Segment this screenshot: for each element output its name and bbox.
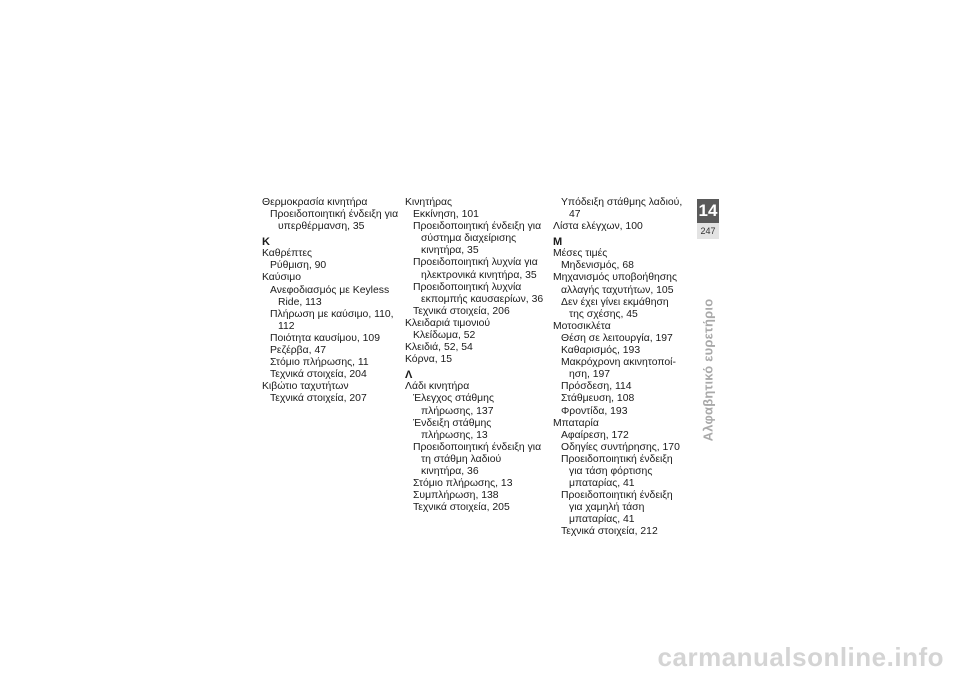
index-subentry: Προειδοποιητική ένδειξη για χαμηλή τάση μπαταρίας, 41 — [561, 490, 673, 526]
index-entry: Λάδι κινητήρα — [405, 381, 470, 393]
index-subentry: Κλείδωμα, 52 — [413, 330, 476, 342]
index-subentry: Στόμιο πλήρωσης, 11 — [270, 357, 369, 369]
index-subentry: Προειδοποιητική λυχνία εκπομπής καυσαερίων, 36 — [413, 281, 544, 305]
index-subentry: Προειδοποιητική ένδειξη για σύστημα διαχείρισης κινητήρα, 35 — [413, 221, 542, 257]
index-subentry: Προειδοποιητική λυχνία για ηλεκτρονικά κινητήρα, 35 — [413, 257, 538, 281]
index-subentry: Μακρόχρονη ακινητοποίηση, 197 — [561, 357, 676, 381]
index-subentry: Καθαρισμός, 193 — [561, 345, 641, 357]
index-subentry: Ρύθμιση, 90 — [270, 260, 327, 272]
index-entry: Καύσιμο — [262, 272, 301, 284]
index-entry: Λίστα ελέγχων, 100 — [553, 221, 643, 233]
index-subentry: Μηδενισμός, 68 — [561, 260, 634, 272]
index-entry: Καθρέπτες — [262, 248, 313, 260]
index-subentry: Οδηγίες συντήρησης, 170 — [561, 441, 680, 453]
index-subentry: Ποιότητα καυσίμου, 109 — [270, 332, 380, 344]
index-entry: Μπαταρία — [553, 417, 599, 429]
index-subentry: Τεχνικά στοιχεία, 207 — [270, 393, 367, 405]
index-subentry: Εκκίνηση, 101 — [413, 209, 479, 221]
index-subentry: Προειδοποιητική ένδειξη για υπερθέρμανση, 35 — [270, 209, 399, 233]
index-subentry: Τεχνικά στοιχεία, 212 — [561, 526, 658, 538]
index-subentry: Στάθμευση, 108 — [561, 393, 635, 405]
index-column-1 — [262, 197, 402, 406]
index-subentry: Τεχνικά στοιχεία, 206 — [413, 305, 510, 317]
index-entry: Μοτοσικλέτα — [553, 320, 611, 332]
chapter-number: 14 — [697, 199, 719, 223]
index-entry: Μηχανισμός υποβοήθησης αλλαγής ταχυτήτων, 105 — [553, 272, 677, 296]
index-subentry: Υπόδειξη στάθμης λαδιού, 47 — [561, 197, 683, 221]
index-subentry: Πρόσδεση, 114 — [561, 381, 632, 393]
index-entry: Μέσες τιμές — [553, 248, 608, 260]
index-entry: Κιβώτιο ταχυτήτων — [262, 381, 349, 393]
index-letter-heading: Κ — [262, 236, 270, 249]
index-subentry: Πλήρωση με καύσιμο, 110, 112 — [270, 308, 394, 332]
index-subentry: Θέση σε λειτουργία, 197 — [561, 332, 673, 344]
section-title: Αλφαβητικό ευρετήριο — [700, 298, 716, 442]
index-subentry: Συμπλήρωση, 138 — [413, 490, 499, 502]
index-entry: Θερμοκρασία κινητήρα — [262, 197, 368, 208]
chapter-tab — [697, 199, 719, 239]
index-subentry: Προειδοποιητική ένδειξη για τη στάθμη λαδιού κινητήρα, 36 — [413, 441, 542, 477]
index-subentry: Αφαίρεση, 172 — [561, 429, 629, 441]
index-subentry: Ανεφοδιασμός με Keyless Ride, 113 — [270, 284, 390, 308]
index-letter-heading: Μ — [553, 236, 563, 249]
index-column-2 — [405, 197, 545, 514]
index-subentry: Τεχνικά στοιχεία, 205 — [413, 502, 510, 514]
index-subentry: Προειδοποιητική ένδειξη για τάση φόρτισης μπαταρίας, 41 — [561, 453, 673, 490]
index-subentry: Δεν έχει γίνει εκμάθηση της σχέσης, 45 — [561, 296, 669, 320]
index-subentry: Φροντίδα, 193 — [561, 405, 628, 417]
watermark: carmanualsonline.info — [657, 642, 944, 672]
index-letter-heading: Λ — [405, 369, 413, 382]
index-subentry: Ένδειξη στάθμης πλήρωσης, 13 — [413, 417, 492, 441]
index-entry: Κλειδαριά τιμονιού — [405, 317, 491, 329]
index-entry: Κινητήρας — [405, 197, 453, 208]
section-title-vertical — [697, 298, 719, 442]
index-column-3 — [553, 197, 685, 539]
index-subentry: Έλεγχος στάθμης πλήρωσης, 137 — [413, 393, 494, 417]
index-entry: Κλειδιά, 52, 54 — [405, 342, 473, 354]
index-subentry: Στόμιο πλήρωσης, 13 — [413, 478, 513, 490]
index-subentry: Ρεζέρβα, 47 — [270, 345, 327, 357]
index-subentry: Τεχνικά στοιχεία, 204 — [270, 369, 367, 381]
index-entry: Κόρνα, 15 — [405, 354, 453, 366]
page-number: 247 — [697, 223, 719, 239]
